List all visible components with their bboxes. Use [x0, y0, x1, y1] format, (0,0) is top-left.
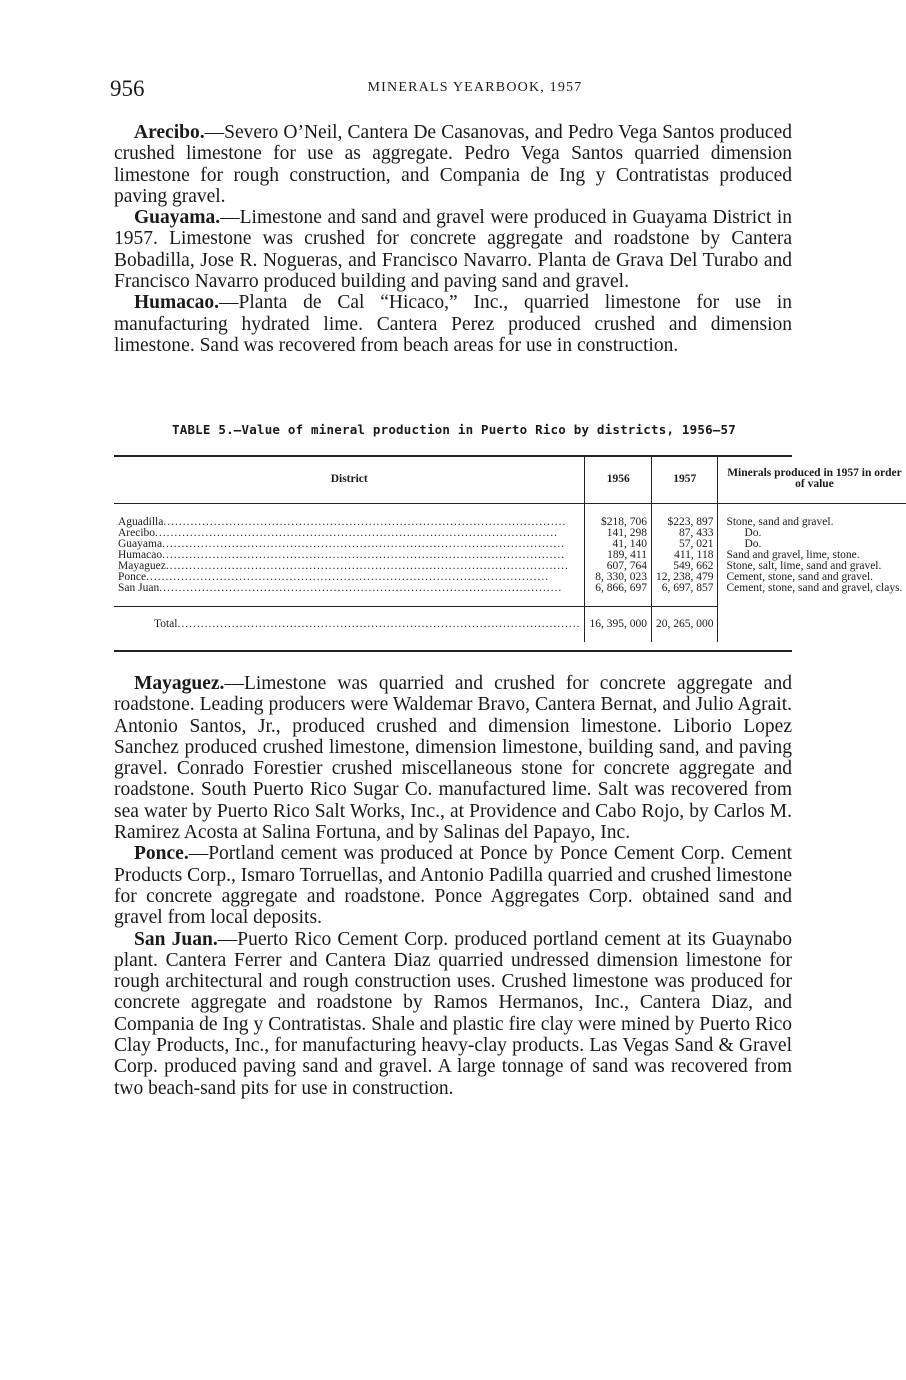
text-ponce: —Portland cement was produced at Ponce by Ponce Cement Corp. Cement Products Corp., Ismaro Torruellas, and Antonio Padilla quarried and crushed limestone for concrete aggregate and roadstone. Ponce Aggregates Corp. obtained sand and gravel from local deposits. — [114, 843, 792, 929]
col-header-minerals: Minerals produced in 1957 in order of value — [718, 455, 906, 504]
value-1956: 41, 140 — [585, 539, 652, 550]
value-1956: 141, 298 — [585, 528, 652, 539]
text-san-juan: —Puerto Rico Cement Corp. produced portland cement at its Guaynabo plant. Cantera Ferrer and Cantera Diaz quarried undressed dimension limestone for rough architectural and rough construction uses. Crushed limestone was produced for concrete aggregate and roadstone by Ramos Hermanos, Inc., Cantera Diaz, and Compania de Ing y Contratistas. Shale and plastic fire clay were mined by Puerto Rico Clay Products, Inc., for manufacturing heavy-clay products. Las Vegas Sand & Gravel Corp. produced paving sand and gravel. A large tonnage of sand was recovered from two beach-sand pits for use in construction. — [114, 928, 792, 1099]
district-name: Aguadilla — [118, 516, 164, 528]
district-paragraphs-top — [114, 122, 792, 356]
district-name: San Juan — [118, 582, 160, 594]
value-1956: 6, 866, 697 — [585, 583, 652, 607]
total-1956: 16, 395, 000 — [585, 607, 652, 643]
district-name: Ponce — [118, 571, 147, 583]
minerals-produced: Stone, salt, lime, sand and gravel. — [718, 561, 906, 572]
heading-mayaguez: Mayaguez. — [134, 673, 225, 694]
minerals-produced: Cement, stone, sand and gravel. — [718, 572, 906, 583]
heading-ponce: Ponce. — [134, 843, 189, 865]
minerals-produced: Cement, stone, sand and gravel, clays. — [718, 583, 906, 607]
district-name: Arecibo — [118, 527, 156, 539]
text-guayama: —Limestone and sand and gravel were produced in Guayama District in 1957. Limestone was crushed for concrete aggregate and roadstone by Cantera Bobadilla, Jose R. Nogueras, and Francisco Navarro. Planta de Grava Del Turabo and Francisco Navarro produced building and paving sand and gravel. — [114, 207, 792, 293]
table-row — [114, 583, 906, 607]
table-total-row — [114, 607, 906, 643]
value-1957: 87, 433 — [651, 528, 718, 539]
paragraph-mayaguez — [114, 673, 792, 843]
value-1957: 549, 662 — [651, 561, 718, 572]
district-name: Mayaguez — [118, 560, 166, 572]
value-1957: 57, 021 — [651, 539, 718, 550]
table-header-row — [114, 455, 906, 504]
col-header-district: District — [114, 455, 585, 504]
paragraph-san-juan — [114, 929, 792, 1099]
running-title: MINERALS YEARBOOK, 1957 — [367, 80, 583, 95]
paragraph-arecibo — [114, 122, 792, 207]
value-1957: 12, 238, 479 — [651, 572, 718, 583]
heading-guayama: Guayama. — [134, 207, 221, 229]
value-1956: 8, 330, 023 — [585, 572, 652, 583]
total-label: Total — [154, 618, 178, 630]
col-header-1956: 1956 — [585, 455, 652, 504]
value-1956: 189, 411 — [585, 550, 652, 561]
table-row — [114, 504, 906, 529]
ditto-text: Do. — [744, 538, 762, 550]
text-mayaguez: —Limestone was quarried and crushed for concrete aggregate and roadstone. Leading producers were Waldemar Bravo, Cantera Bernat, and Julio Agrait. Antonio Santos, Jr., produced crushed and dimension limestone. Liborio Lopez Sanchez produced crushed limestone, dimension limestone, building sand, and paving gravel. Conrado Forestier crushed miscellaneous stone for concrete aggregate and roadstone. South Puerto Rico Sugar Co. manufactured lime. Salt was recovered from sea water by Puerto Rico Salt Works, Inc., at Providence and Cabo Rojo, by Carlos M. Ramirez Acosta at Salina Fortuna, and by Salinas del Papayo, Inc. — [114, 673, 792, 844]
value-1957: 6, 697, 857 — [651, 583, 718, 607]
text-humacao: —Planta de Cal “Hicaco,” Inc., quarried limestone for use in manufacturing hydrated lime. Cantera Perez produced crushed and dimension limestone. Sand was recovered from beach areas for use in construction. — [114, 292, 792, 356]
district-name: Humacao — [118, 549, 163, 561]
col-header-1957: 1957 — [651, 455, 718, 504]
page-header — [110, 76, 790, 106]
heading-humacao: Humacao. — [134, 292, 220, 314]
heading-arecibo: Arecibo. — [134, 122, 205, 143]
ditto-text: Do. — [744, 527, 762, 539]
minerals-produced: Sand and gravel, lime, stone. — [718, 550, 906, 561]
heading-san-juan: San Juan. — [134, 928, 218, 950]
value-1957: 411, 118 — [651, 550, 718, 561]
minerals-produced: Stone, sand and gravel. — [718, 504, 906, 529]
table-caption: TABLE 5.—Value of mineral production in Puerto Rico by districts, 1956–57 — [172, 422, 736, 437]
total-1957: 20, 265, 000 — [651, 607, 718, 643]
table-bottom-rule — [114, 650, 792, 652]
paragraph-guayama — [114, 207, 792, 292]
value-1956: $218, 706 — [585, 504, 652, 529]
paragraph-humacao — [114, 292, 792, 356]
value-1957: $223, 897 — [651, 504, 718, 529]
paragraph-ponce — [114, 843, 792, 928]
district-name: Guayama — [118, 538, 163, 550]
page-number: 956 — [110, 76, 145, 101]
value-1956: 607, 764 — [585, 561, 652, 572]
text-arecibo: —Severo O’Neil, Cantera De Casanovas, and Pedro Vega Santos produced crushed limestone for use as aggregate. Pedro Vega Santos quarried dimension limestone for rough construction, and Compania de Ing y Contratistas produced paving gravel. — [114, 122, 792, 207]
district-paragraphs-bottom — [114, 673, 792, 1099]
production-table — [114, 455, 906, 642]
